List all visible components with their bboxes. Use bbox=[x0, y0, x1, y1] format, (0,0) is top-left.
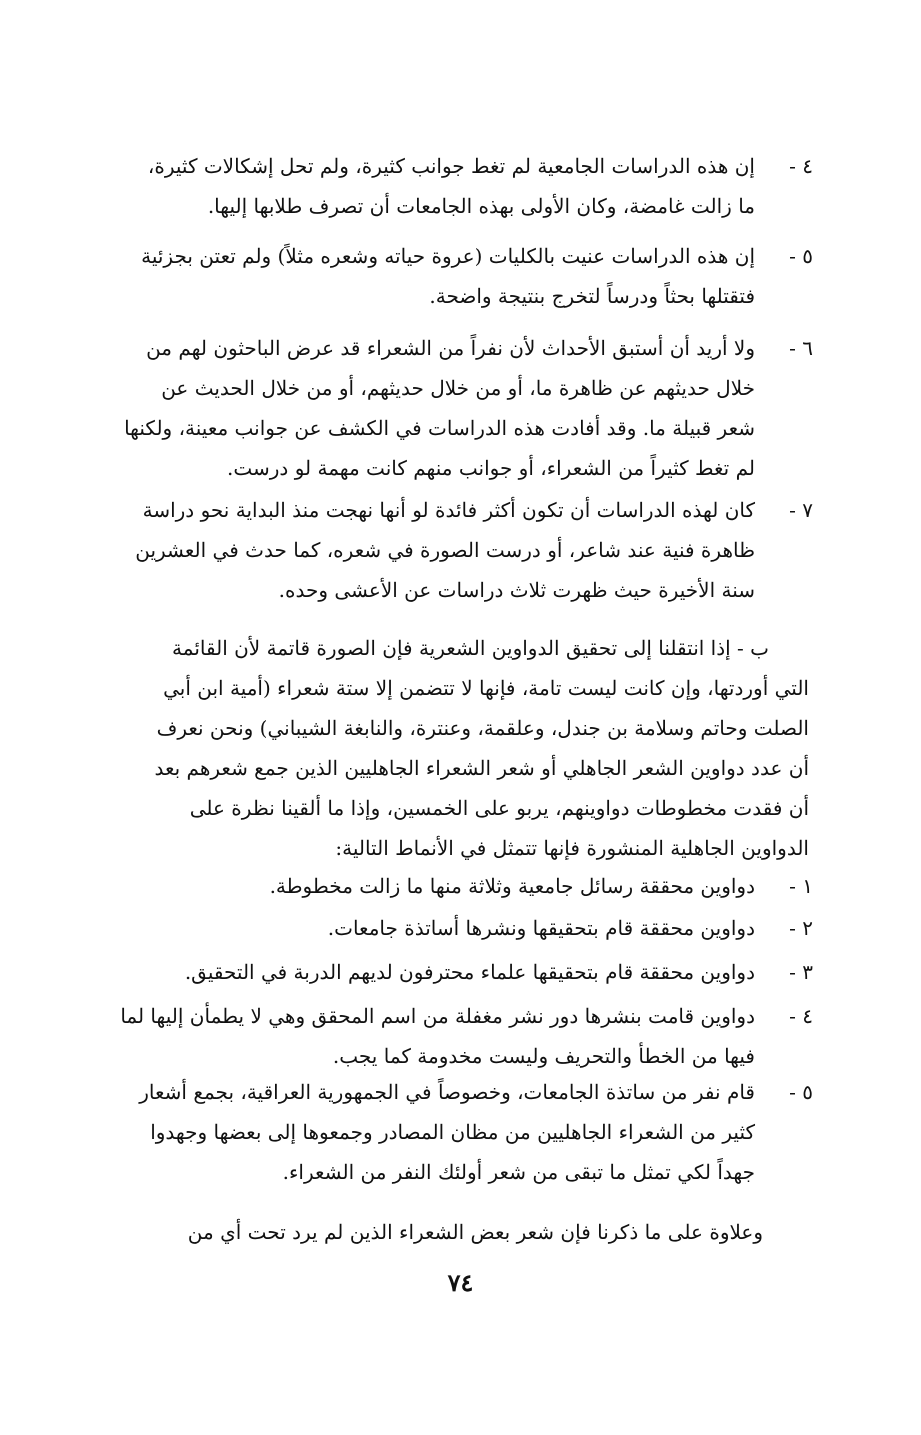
text-line: ما زالت غامضة، وكان الأولى بهذه الجامعات أن تصرف طلابها إليها. bbox=[207, 194, 755, 218]
text-line: إن هذه الدراسات الجامعية لم تغط جوانب كثيرة، ولم تحل إشكالات كثيرة، bbox=[147, 154, 755, 178]
text-line: الصلت وحاتم وسلامة بن جندل، وعلقمة، وعنترة، والنابغة الشيباني) ونحن نعرف bbox=[156, 716, 809, 740]
item-number: ٢ - bbox=[789, 916, 813, 940]
item-body bbox=[113, 146, 755, 226]
item-body bbox=[113, 1072, 755, 1192]
list-item-a-4 bbox=[113, 146, 813, 226]
text-line: دواوين محققة قام بتحقيقها ونشرها أساتذة جامعات. bbox=[327, 916, 755, 940]
text-line: كان لهذه الدراسات أن تكون أكثر فائدة لو أنها نهجت منذ البداية نحو دراسة bbox=[142, 498, 755, 522]
text-line: ب - إذا انتقلنا إلى تحقيق الدواوين الشعرية فإن الصورة قاتمة لأن القائمة bbox=[172, 636, 769, 660]
item-body bbox=[113, 236, 755, 316]
text-line: إن هذه الدراسات عنيت بالكليات (عروة حياته وشعره مثلاً) ولم تعتن بجزئية bbox=[141, 244, 755, 268]
list-item-a-5 bbox=[113, 236, 813, 316]
text-line: وعلاوة على ما ذكرنا فإن شعر بعض الشعراء الذين لم يرد تحت أي من bbox=[187, 1220, 763, 1244]
item-number: ٥ - bbox=[789, 1080, 813, 1104]
text-line: التي أوردتها، وإن كانت ليست تامة، فإنها لا تتضمن إلا ستة شعراء (أمية ابن أبي bbox=[163, 676, 809, 700]
text-line: جهداً لكي تمثل ما تبقى من شعر أولئك النفر من الشعراء. bbox=[282, 1160, 755, 1184]
item-number: ٤ - bbox=[789, 154, 813, 178]
item-number: ٤ - bbox=[789, 1004, 813, 1028]
list-item-b-5 bbox=[113, 1072, 813, 1192]
item-number: ٦ - bbox=[789, 336, 813, 360]
list-item-b-3 bbox=[113, 952, 813, 992]
text-line: خلال حديثهم عن ظاهرة ما، أو من خلال حديثهم، أو من خلال الحديث عن bbox=[161, 376, 755, 400]
list-item-a-7 bbox=[113, 490, 813, 610]
list-item-b-1 bbox=[113, 866, 813, 906]
text-line: ولا أريد أن أستبق الأحداث لأن نفراً من الشعراء قد عرض الباحثون لهم من bbox=[146, 336, 755, 360]
item-body bbox=[113, 866, 755, 906]
list-item-a-6 bbox=[113, 328, 813, 488]
text-line: أن فقدت مخطوطات دواوينهم، يربو على الخمسين، وإذا ما ألقينا نظرة على bbox=[189, 796, 809, 820]
closing-paragraph bbox=[111, 1212, 809, 1252]
text-line: شعر قبيلة ما. وقد أفادت هذه الدراسات في الكشف عن جوانب معينة، ولكنها bbox=[124, 416, 755, 440]
item-number: ٣ - bbox=[789, 960, 813, 984]
list-item-b-2 bbox=[113, 908, 813, 948]
paragraph-b bbox=[111, 628, 809, 868]
text-line: لم تغط كثيراً من الشعراء، أو جوانب منهم كانت مهمة لو درست. bbox=[227, 456, 755, 480]
item-body bbox=[113, 996, 755, 1076]
text-line: الدواوين الجاهلية المنشورة فإنها تتمثل في الأنماط التالية: bbox=[335, 836, 809, 860]
item-number: ١ - bbox=[789, 874, 813, 898]
text-line: كثير من الشعراء الجاهليين من مظان المصادر وجمعوها إلى بعضها وجهدوا bbox=[150, 1120, 755, 1144]
text-line: سنة الأخيرة حيث ظهرت ثلاث دراسات عن الأعشى وحده. bbox=[278, 578, 755, 602]
text-line: دواوين محققة قام بتحقيقها علماء محترفون لديهم الدربة في التحقيق. bbox=[184, 960, 755, 984]
text-line: دواوين محققة رسائل جامعية وثلاثة منها ما زالت مخطوطة. bbox=[269, 874, 755, 898]
text-line: أن عدد دواوين الشعر الجاهلي أو شعر الشعراء الجاهليين الذين جمع شعرهم بعد bbox=[154, 756, 809, 780]
item-number: ٥ - bbox=[789, 244, 813, 268]
page-number: ٧٤ bbox=[447, 1268, 474, 1297]
item-body bbox=[113, 490, 755, 610]
text-line: فتقتلها بحثاً ودرساً لتخرج بنتيجة واضحة. bbox=[429, 284, 755, 308]
text-line: دواوين قامت بنشرها دور نشر مغفلة من اسم المحقق وهي لا يطمأن إليها لما bbox=[120, 1004, 755, 1028]
text-line: ظاهرة فنية عند شاعر، أو درست الصورة في شعره، كما حدث في العشرين bbox=[135, 538, 755, 562]
item-body bbox=[113, 328, 755, 488]
list-item-b-4 bbox=[113, 996, 813, 1076]
text-line: قام نفر من ساتذة الجامعات، وخصوصاً في الجمهورية العراقية، بجمع أشعار bbox=[139, 1080, 755, 1104]
item-body bbox=[113, 908, 755, 948]
item-number: ٧ - bbox=[789, 498, 813, 522]
text-line: فيها من الخطأ والتحريف وليست مخدومة كما يجب. bbox=[332, 1044, 755, 1068]
item-body bbox=[113, 952, 755, 992]
